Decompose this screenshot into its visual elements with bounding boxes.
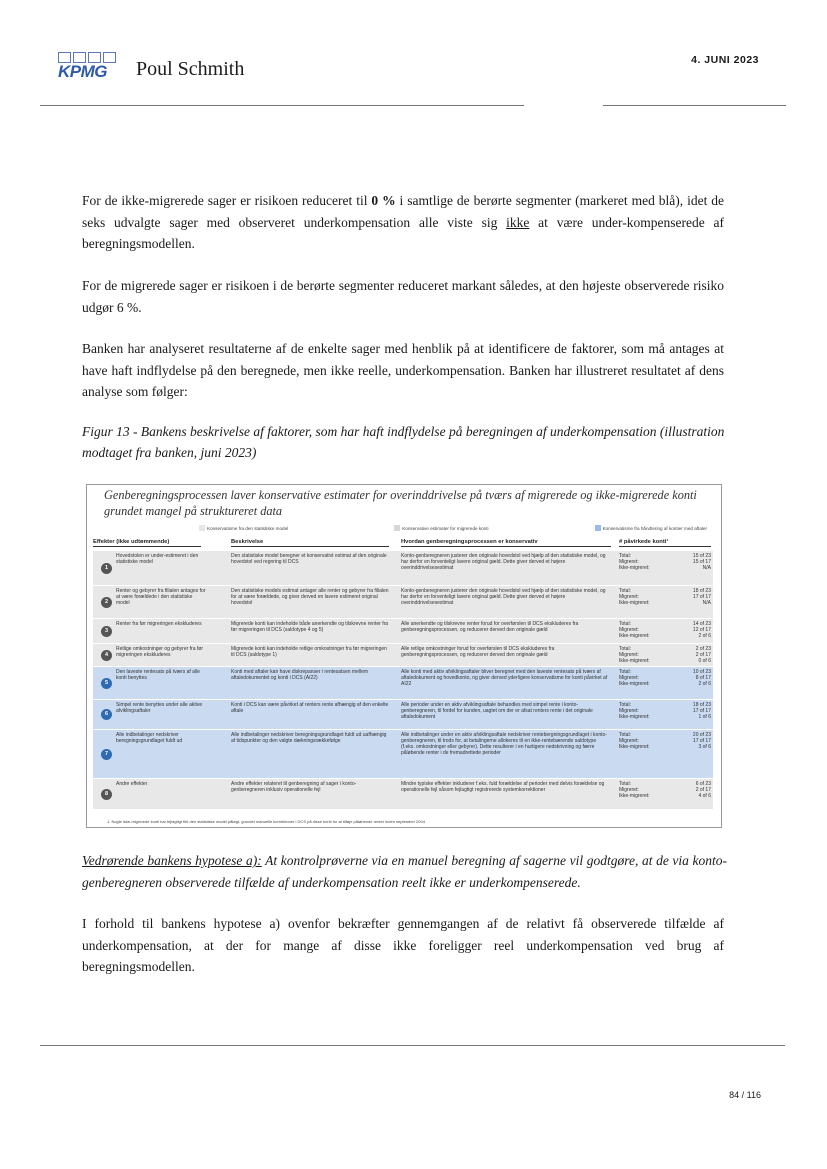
col-header: Beskrivelse: [231, 539, 389, 547]
row-counts: [619, 781, 711, 799]
row-effect: Alle indbetalinger nedskriver beregningsgrundlaget fuldt ud: [116, 732, 183, 744]
count-line: Migreret: 15 of 17: [619, 559, 711, 565]
row-number: 2: [101, 597, 112, 608]
paragraph-1: For de ikke-migrerede sager er risikoen reduceret til 0 % i samtlige de berørte segmenter (markeret med blå), idet de seks udvalgte sager med observeret underkompensation alle viste sig ikke at være under-kompenserede af beregningsmodellen.: [82, 193, 725, 251]
row-description: Konti i DCS kan være påvirket af renters rente afhængig af den enkelte aftale: [231, 702, 389, 714]
row-number: 3: [101, 626, 112, 637]
figure-table-header: [87, 537, 721, 547]
count-line: Migreret: 2 of 17: [619, 652, 711, 658]
row-conservative: Alle retlige omkostninger forud for overførslen til DCS ekskluderes fra genberegningsprocessen, og reducerer derved den originale gæld: [401, 646, 555, 658]
row-description: Alle indbetalinger nedskriver beregningsgrundlaget fuldt ud uafhængig af tidspunkter og den valgte dækningsrækkefølge: [231, 732, 387, 744]
figure-row: [93, 551, 713, 585]
row-description: Andre effekter relateret til genberegning af sager i konto-genberegneren inklusiv operationelle fejl: [231, 781, 357, 793]
firm-name: Poul Schmith: [136, 58, 245, 80]
count-line: Total: 18 of 23: [619, 702, 711, 708]
header-divider-right: [603, 105, 786, 106]
row-conservative: Konto-genberegneren justerer den originale hovedstol ved hjælp af den statistiske model, og har derfor en forventeligt lavere original gæld. Dette giver derved et højere overinddrivelsesestimat: [401, 553, 606, 571]
count-line: Ikke-migreret: N/A: [619, 565, 711, 571]
paragraph-4: I forhold til bankens hypotese a) ovenfor bekræfter gennemgangen af de relativt få observerede tilfælde af underkompensation, at der for mange af disse ikke foreligger reel underkompensation ved brug af beregningsmodellen.: [82, 916, 724, 974]
figure-row: [93, 619, 713, 643]
row-number: 8: [101, 789, 112, 800]
figure-legend: [199, 525, 707, 531]
figure-caption: Figur 13 - Bankens beskrivelse af faktorer, som har haft indflydelse på beregningen af underkompensation (illustration modtaget fra banken, juni 2023): [82, 424, 725, 460]
count-line: Total: 20 of 23: [619, 732, 711, 738]
col-header: Effekter (ikke udtømmende): [93, 539, 201, 547]
row-effect: Renter fra før migreringen ekskluderes: [116, 621, 202, 627]
count-line: Ikke-migreret: 4 of 6: [619, 793, 711, 799]
count-line: Migreret: 12 of 17: [619, 627, 711, 633]
count-line: Ikke-migreret: 0 of 6: [619, 658, 711, 664]
count-line: Total: 2 of 23: [619, 646, 711, 652]
count-line: Ikke-migreret: N/A: [619, 600, 711, 606]
row-counts: [619, 621, 711, 639]
row-counts: [619, 702, 711, 720]
row-conservative: Alle indbetalinger under en aktiv afviklingsaftale nedskriver rentebergningsgrundlaget i konto-genberegneren, til trods for, at betalingerne allokeres til en ikke-rentebærende saldotype (f.eks. omkostninger eller gebyrer). Dette resulterer i en hurtigere nedskrivning og færre påløbende renter i de fremadrettede perioder: [401, 732, 607, 756]
figure-13: [86, 484, 722, 828]
row-number: 7: [101, 749, 112, 760]
paragraph-2: For de migrerede sager er risikoen i de berørte segmenter reduceret markant således, at den højeste observerede risiko udgør 6 %.: [82, 278, 724, 315]
logo-text: KPMG: [58, 62, 107, 81]
report-date: 4. JUNI 2023: [691, 54, 759, 66]
count-line: Migreret: 17 of 17: [619, 738, 711, 744]
count-line: Migreret: 8 of 17: [619, 675, 711, 681]
count-line: Migreret: 17 of 17: [619, 708, 711, 714]
header-divider: [40, 105, 524, 106]
hypothesis-paragraph: Vedrørende bankens hypotese a): At kontrolprøverne via en manuel beregning af sagerne vil godtgøre, at de via konto-genberegneren observerede tilfælde af underkompensation reelt ikke er underkompenserede.: [82, 853, 727, 890]
figure-row: [93, 700, 713, 729]
paragraph-3: Banken har analyseret resultaterne af de enkelte sager med henblik på at identificere de faktorer, som må antages at have haft indflydelse på den beregnede, men ikke reelle, underkompensation. Banken har illustreret resultatet af dens analyse som følger:: [82, 341, 724, 399]
col-header: Hvordan genberegningsprocessen er konservativ: [401, 539, 611, 547]
row-number: 6: [101, 709, 112, 720]
count-line: Total: 6 of 23: [619, 781, 711, 787]
footer-divider: [40, 1045, 785, 1046]
figure-row: [93, 730, 713, 778]
row-effect: Simpel rente benyttes under alle aktive afviklingsaftaler: [116, 702, 203, 714]
figure-row: [93, 667, 713, 699]
figure-title: Genberegningsprocessen laver konservative estimater for overinddrivelse på tværs af migrerede og ikke-migrerede konti grundet mangel på struktureret data: [104, 488, 697, 518]
row-effect: Renter og gebyrer fra filialen antages for at være forældede i den statistiske model: [116, 588, 206, 606]
count-line: Total: 18 of 23: [619, 588, 711, 594]
row-effect: Hovedstolen er under-estimeret i den statistiske model: [116, 553, 199, 565]
row-conservative: Alle anerkendte og tilskrevne renter forud for overførslen til DCS ekskluderes fra genberegningsprocessen, og reducerer derved den originale gæld: [401, 621, 579, 633]
count-line: Total: 15 of 23: [619, 553, 711, 559]
count-line: Total: 10 of 23: [619, 669, 711, 675]
page-number: 84 / 116: [729, 1090, 761, 1100]
row-counts: [619, 553, 711, 571]
count-line: Ikke-migreret: 2 of 6: [619, 633, 711, 639]
row-conservative: Alle perioder under en aktiv afviklingsaftale behandles med simpel rente i konto-genberegneren, til fordel for kunden, uagtet om der er afsat renters rente i det originale aftaledokument: [401, 702, 593, 720]
legend-item: Konservatisme fra den statistiske model: [199, 525, 288, 531]
row-description: Migrerede konti kan indeholde både anerkendte og tilskrevne renter fra før migreringen til DCS (saldotype 4 og 5): [231, 621, 389, 633]
row-counts: [619, 588, 711, 606]
row-description: Konti med aftaler kan have diskrepanser i rentesatsen mellem aftaledokumentet og konti i DCS (AI22): [231, 669, 369, 681]
figure-row: [93, 586, 713, 618]
row-description: Den statistiske models estimat antager alle renter og gebyrer fra filialen for at være forældede, og giver derved en lavere estimeret original hovedstol: [231, 588, 389, 606]
legend-item: Konservatisme fra håndtering af kontier med aftaler: [595, 525, 707, 531]
row-number: 5: [101, 678, 112, 689]
row-conservative: Konto-genberegneren justerer den originale hovedstol ved hjælp af den statistiske model, og har derfor en forventeligt lavere original gæld. Dette giver derved et højere overinddrivelsesestimat: [401, 588, 606, 606]
row-counts: [619, 732, 711, 750]
row-conservative: Alle konti med aktiv afviklingsaftaler bliver beregnet med den laveste rentesats på tværs af aftaledokument og hovedkonto, og giver derved yderligere konservatisme for konti påvirket af AI22: [401, 669, 608, 687]
legend-item: Konservative estimater for migrerede konti: [394, 525, 488, 531]
count-line: Ikke-migreret: 2 of 6: [619, 681, 711, 687]
row-description: Den statistiske model beregner et konservativt estimat af den originale hovedstol ved regnring til DCS: [231, 553, 387, 565]
count-line: Migreret: 17 of 17: [619, 594, 711, 600]
count-line: Ikke-migreret: 1 of 6: [619, 714, 711, 720]
count-line: Ikke-migreret: 3 of 6: [619, 744, 711, 750]
figure-row: [93, 779, 713, 809]
row-effect: Retlige omkostninger og gebyrer fra før migreringen ekskluderes: [116, 646, 203, 658]
row-number: 1: [101, 563, 112, 574]
figure-row: [93, 644, 713, 666]
row-conservative: Mindre typiske effekter inkluderer f.eks. fuld forældelse af perioder med delvis forældelse og operationelle fejl såsom fejlagtigt registrerede systemkorrektioner: [401, 781, 605, 793]
row-effect: Andre effekter: [116, 781, 148, 787]
count-line: Total: 14 of 23: [619, 621, 711, 627]
col-header: # påvirkede konti¹: [619, 539, 711, 547]
row-number: 4: [101, 650, 112, 661]
kpmg-logo: [58, 52, 118, 82]
row-effect: Den laveste rentesats på tværs af alle konti benyttes: [116, 669, 200, 681]
row-counts: [619, 669, 711, 687]
row-counts: [619, 646, 711, 664]
count-line: Migreret: 2 of 17: [619, 787, 711, 793]
row-description: Migrerede konti kan indeholde retlige omkostninger fra før migreringen til DCS (saldotype 1): [231, 646, 387, 658]
figure-footnote: 1. Nogle ikke-migrerede konti har fejlagtigt flet den statistiske model påløgt, grundet manuelle korrektioner i DCS på disse konti for at tilføje påløbende renter inden september 2004: [107, 819, 425, 824]
